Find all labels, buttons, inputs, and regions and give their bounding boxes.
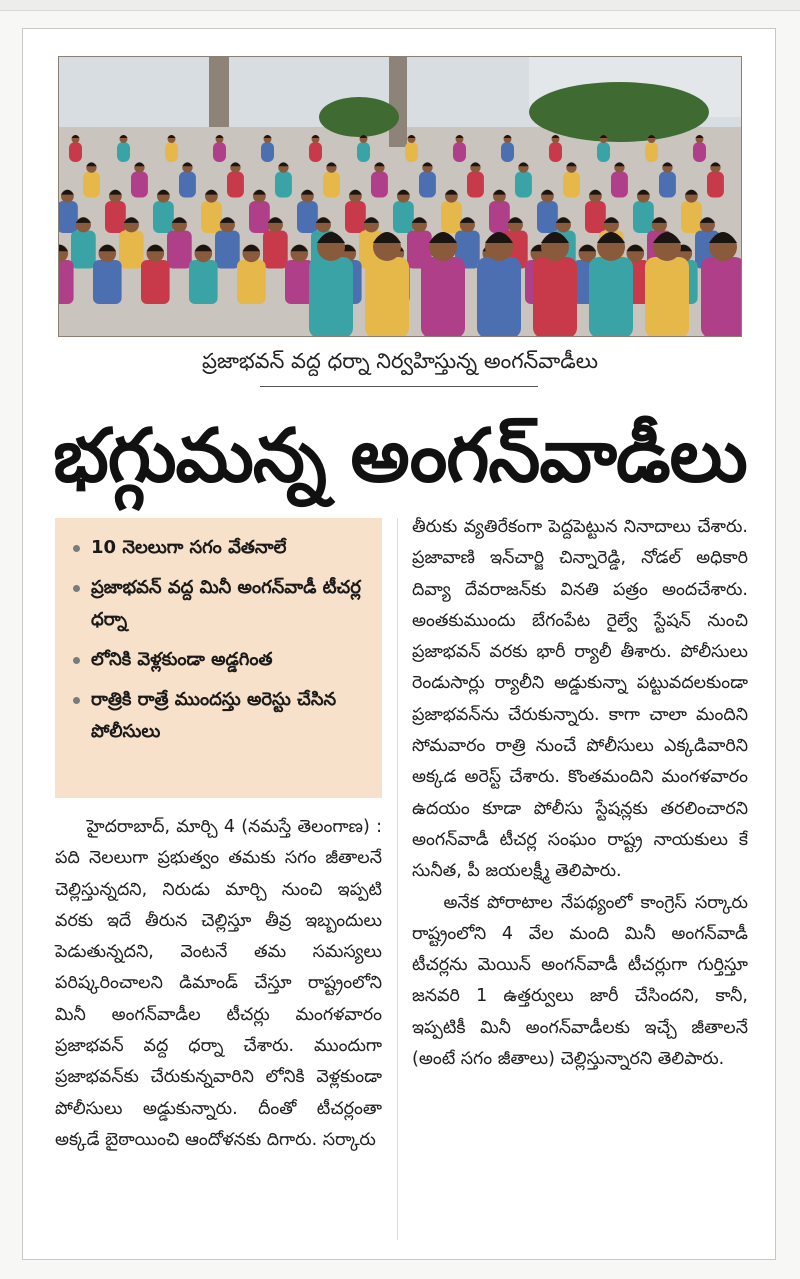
person-body	[585, 201, 606, 233]
person-body	[467, 172, 484, 198]
article-paragraph: హైదరాబాద్, మార్చి 4 (నమస్తే తెలంగాణ) : పది నెలలుగా ప్రభుత్వం తమకు సగం జీతాలనే చెల్లిస్తున్నదని, నిరుడు మార్చి నుంచి ఇప్పటి వరకు ఇదే తీరున చెల్లిస్తూ తీవ్ర ఇబ్బందులు పెడుతున్నదని, వెంటనే తమ సమస్యలు పరిష్కరించాలని డిమాండ్ చేస్తూ రాష్ట్రంలోని మినీ అంగన్‌వాడీల టీచర్లు మంగళవారం ప్రజాభవన్ వద్ద ధర్నా చేశారు. ముందుగా ప్రజాభవన్‌కు చేరుకున్నవారిని లోనికి వెళ్లకుండా పోలీసులు అడ్డుకున్నారు. దీంతో టీచర్లంతా అక్కడే బైఠాయించి ఆందోళనకు దిగారు. సర్కారు	[55, 817, 382, 1150]
person-body	[275, 172, 292, 198]
protest-photo-illustration	[59, 57, 742, 337]
person-body	[323, 172, 340, 198]
highlight-item: 10 నెలలుగా సగం వేతనాలే	[69, 532, 372, 564]
person-body	[297, 201, 318, 233]
column-divider	[397, 518, 398, 1240]
person-body	[69, 142, 82, 162]
person-body	[645, 142, 658, 162]
person-body	[421, 257, 465, 337]
person-body	[357, 142, 370, 162]
person-body	[365, 257, 409, 337]
person-body	[537, 201, 558, 233]
highlight-item: ప్రజాభవన్ వద్ద మినీ అంగన్‌వాడీ టీచర్ల ధర్నా	[69, 572, 372, 636]
person-body	[179, 172, 196, 198]
person-body	[189, 260, 218, 304]
person-body	[165, 142, 178, 162]
person-body	[167, 231, 192, 269]
person-body	[549, 142, 562, 162]
highlights-box	[55, 518, 382, 798]
person-body	[419, 172, 436, 198]
person-body	[477, 257, 521, 337]
protest-photo	[58, 56, 742, 337]
person-body	[501, 142, 514, 162]
person-body	[453, 142, 466, 162]
person-body	[441, 201, 462, 233]
person-body	[93, 260, 122, 304]
person-body	[59, 201, 78, 233]
person-body	[201, 201, 222, 233]
person-body	[131, 172, 148, 198]
highlight-item: రాత్రికి రాత్రే ముందస్తు అరెస్టు చేసిన పోలీసులు	[69, 684, 372, 748]
person-body	[533, 257, 577, 337]
photo-foliage	[529, 82, 709, 142]
person-body	[263, 231, 288, 269]
highlight-item: లోనికి వెళ్లకుండా అడ్డగింత	[69, 644, 372, 676]
person-body	[237, 260, 266, 304]
person-body	[213, 142, 226, 162]
person-body	[153, 201, 174, 233]
article-column-right	[412, 512, 748, 1252]
person-body	[345, 201, 366, 233]
person-body	[405, 142, 418, 162]
person-body	[589, 257, 633, 337]
person-body	[645, 257, 689, 337]
person-body	[515, 172, 532, 198]
person-body	[563, 172, 580, 198]
article-column-left	[55, 812, 382, 1252]
person-body	[371, 172, 388, 198]
person-body	[119, 231, 144, 269]
person-body	[693, 142, 706, 162]
photo-pillar	[389, 57, 407, 147]
person-body	[309, 142, 322, 162]
person-body	[59, 260, 74, 304]
person-body	[701, 257, 742, 337]
person-body	[489, 201, 510, 233]
person-body	[249, 201, 270, 233]
person-body	[633, 201, 654, 233]
person-body	[681, 201, 702, 233]
person-body	[659, 172, 676, 198]
person-body	[393, 201, 414, 233]
person-body	[309, 257, 353, 337]
page-top-strip	[0, 0, 800, 11]
headline: భగ్గుమన్న అంగన్‌వాడీలు	[53, 413, 747, 499]
person-body	[227, 172, 244, 198]
person-body	[261, 142, 274, 162]
person-body	[707, 172, 724, 198]
photo-caption: ప్రజాభవన్ వద్ద ధర్నా నిర్వహిస్తున్న అంగన్‌వాడీలు	[202, 349, 598, 373]
person-body	[215, 231, 240, 269]
person-body	[141, 260, 170, 304]
photo-foliage	[319, 97, 399, 137]
person-body	[611, 172, 628, 198]
person-body	[83, 172, 100, 198]
person-body	[117, 142, 130, 162]
person-body	[597, 142, 610, 162]
caption-rule	[260, 386, 538, 387]
article-paragraph: అనేక పోరాటాల నేపథ్యంలో కాంగ్రెస్ సర్కారు రాష్ట్రంలోని 4 వేల మంది మినీ అంగన్‌వాడీ టీచర్లను మెయిన్ అంగన్‌వాడీ టీచర్లుగా గుర్తిస్తూ జనవరి 1 ఉత్తర్వులు జారీ చేసిందని, కానీ, ఇప్పటికీ మినీ అంగన్‌వాడీలకు ఇచ్చే జీతాలనే (అంటే సగం జీతాలు) చెల్లిస్తున్నారని తెలిపారు.	[412, 892, 748, 1070]
photo-pillar	[209, 57, 229, 127]
person-body	[105, 201, 126, 233]
article-paragraph: తీరుకు వ్యతిరేకంగా పెద్దపెట్టున నినాదాలు చేశారు. ప్రజావాణి ఇన్‌చార్జి చిన్నారెడ్డి, నోడల్ అధికారి దివ్యా దేవరాజన్‌కు వినతి పత్రం అందచేశారు. అంతకుముందు బేగంపేట రైల్వే స్టేషన్ నుంచి ప్రజాభవన్ వరకు భారీ ర్యాలీ తీశారు. పోలీసులు రెండుసార్లు ర్యాలీని అడ్డుకున్నా పట్టువదలకుండా ప్రజాభవన్‌ను చేరుకున్నారు. కాగా చాలా మందిని సోమవారం రాత్రి నుంచే పోలీసులు ఎక్కడివారిని అక్కడ అరెస్ట్ చేశారు. కొంతమందిని మంగళవారం ఉదయం కూడా పోలీసు స్టేషన్లకు తరలించారని అంగన్‌వాడీ టీచర్ల సంఘం రాష్ట్ర నాయకులు కే సునీత, పీ జయలక్ష్మీ తెలిపారు.	[412, 517, 748, 882]
person-body	[71, 231, 96, 269]
